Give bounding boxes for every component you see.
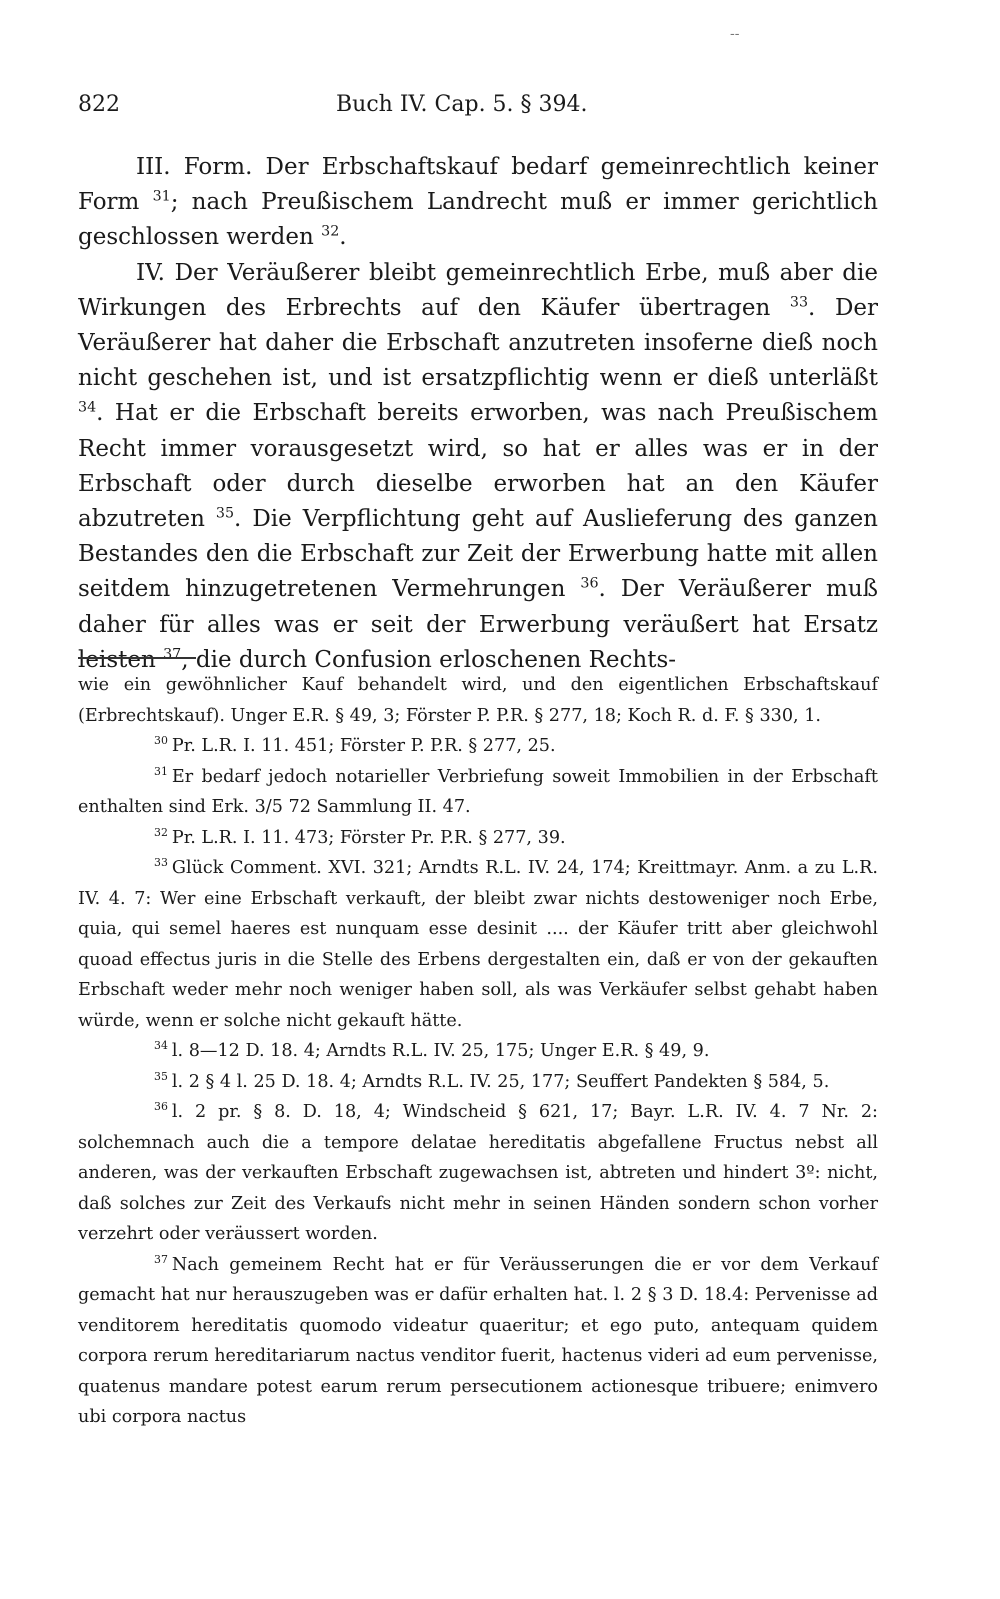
footnote-ref: 35 [215,505,235,522]
text-run: IV. Der Veräußerer bleibt gemeinrechtlich Erbe, muß aber die Wirkungen des Erbrechts auf den Käufer übertragen [78,259,878,321]
footnote-text: l. 2 pr. § 8. D. 18, 4; Windscheid § 621, 17; Bayr. L.R. IV. 4. 7 Nr. 2: solchemnach auch die a tempore delatae hereditatis abgefallene Fructus nebst all anderen, was der verkauften Erbschaft zugewachsen ist, abtreten und hindert 3º: nicht, daß solches zur Zeit des Verkaufs nicht mehr in seinen Händen sondern schon vorher verzehrt oder veräussert worden. [78,1102,878,1244]
footnote-number: 35 [154,1069,168,1083]
paragraph-form [78,150,878,256]
footnote-36 [78,1097,878,1250]
footnote-number: 37 [154,1252,168,1266]
page-number: 822 [78,92,120,117]
footnote-ref: 34 [78,399,97,416]
text-run: . Die Verpflichtung geht auf Auslieferung des ganzen Bestandes den die Erbschaft zur Zeit der Erwerbung hatte mit allen seitdem hinzugetretenen Vermehrungen [78,506,878,603]
footnote-32 [78,823,878,854]
text-run: . Der Veräußerer hat daher die Erbschaft anzutreten insoferne dieß noch nicht geschehen ist, und ist ersatzpflichtig wenn er dieß unterläßt [78,294,879,392]
main-text [78,150,878,678]
text-run: . [339,224,347,251]
text-run: . Der Veräußerer muß daher für alles was er seit der Erwerbung veräußert hat Ersatz leisten [78,576,879,673]
footnote-divider [78,657,196,659]
footnote-number: 32 [154,825,168,839]
text-run: . Hat er die Erbschaft bereits erworben, was nach Preußischem Recht immer vorausgesetzt wird, so hat er alles was er in der Erbschaft oder durch dieselbe erworben hat an den Käufer abzutreten [78,400,878,533]
footnote-text: Er bedarf jedoch notarieller Verbriefung soweit Immobilien in der Erbschaft enthalten sind Erk. 3/5 72 Sammlung II. 47. [78,766,878,817]
footnote-31 [78,762,878,823]
footnote-number: 31 [154,764,168,778]
footnote-37 [78,1250,878,1433]
footnote-34 [78,1036,878,1067]
footnote-ref: 36 [580,575,599,592]
scan-artifact: -- [730,26,740,42]
page-header [78,92,878,122]
footnote-text: Pr. L.R. I. 11. 473; Förster Pr. P.R. § 277, 39. [171,827,566,848]
footnote-text: l. 2 § 4 l. 25 D. 18. 4; Arndts R.L. IV. 25, 177; Seuffert Pandekten § 584, 5. [171,1071,830,1092]
footnote-ref: 32 [321,223,340,240]
running-head: Buch IV. Cap. 5. § 394. [336,92,588,117]
footnote-number: 34 [154,1039,168,1053]
footnote-number: 30 [154,734,168,748]
footnote-text: l. 8—12 D. 18. 4; Arndts R.L. IV. 25, 175; Unger E.R. § 49, 9. [171,1041,710,1061]
text-run: ; nach Preußischem Landrecht muß er immer gerichtlich geschlossen werden [78,189,878,251]
footnote-35 [78,1067,878,1098]
footnote-text: Nach gemeinem Recht hat er für Veräusserungen die er vor dem Verkauf gemacht hat nur herauszugeben was er dafür erhalten hat. l. 2 § 3 D. 18.4: Pervenisse ad venditorem hereditatis quomodo videatur quaeritur; et ego puto, antequam quidem corpora rerum hereditariarum nactus venditor fuerit, hactenus videri ad eum pervenisse, quatenus mandare potest earum rerum persecutionem actionesque tribuere; enimvero ubi corpora nactus [78,1254,878,1427]
paragraph-seller [78,256,878,678]
footnote-ref: 37 [163,646,182,663]
footnote-text: Pr. L.R. I. 11. 451; Förster P. P.R. § 277, 25. [171,736,556,756]
footnote-text: Glück Comment. XVI. 321; Arndts R.L. IV. 24, 174; Kreittmayr. Anm. a zu L.R. IV. 4. 7: Wer eine Erbschaft verkauft, der bleibt zwar nichts destoweniger noch Erbe, quia, qui semel haeres est nunquam esse desinit .... der Käufer tritt aber gleichwohl quoad effectus juris in die Stelle des Erbens dergestalten ein, daß er von der gekauften Erbschaft weder mehr noch weniger haben soll, als was Verkäufer selbst gehabt haben würde, wenn er solche nicht gekauft hätte. [78,858,878,1031]
footnote-number: 33 [154,856,168,870]
footnote-30 [78,731,878,762]
footnote-number: 36 [154,1100,168,1114]
text-run: , die durch Confusion erloschenen Rechts- [181,646,677,673]
footnote-ref: 31 [152,188,171,205]
footnote-continuation: wie ein gewöhnlicher Kauf behandelt wird, und den eigentlichen Erbschaftskauf (Erbrechtskauf). Unger E.R. § 49, 3; Förster P. P.R. § 277, 18; Koch R. d. F. § 330, 1. [78,675,878,726]
footnote-ref: 33 [789,294,809,311]
text-run: III. Form. Der Erbschaftskauf bedarf gemeinrechtlich keiner Form [78,154,878,216]
footnote-33 [78,853,878,1036]
footnotes [78,670,878,1433]
